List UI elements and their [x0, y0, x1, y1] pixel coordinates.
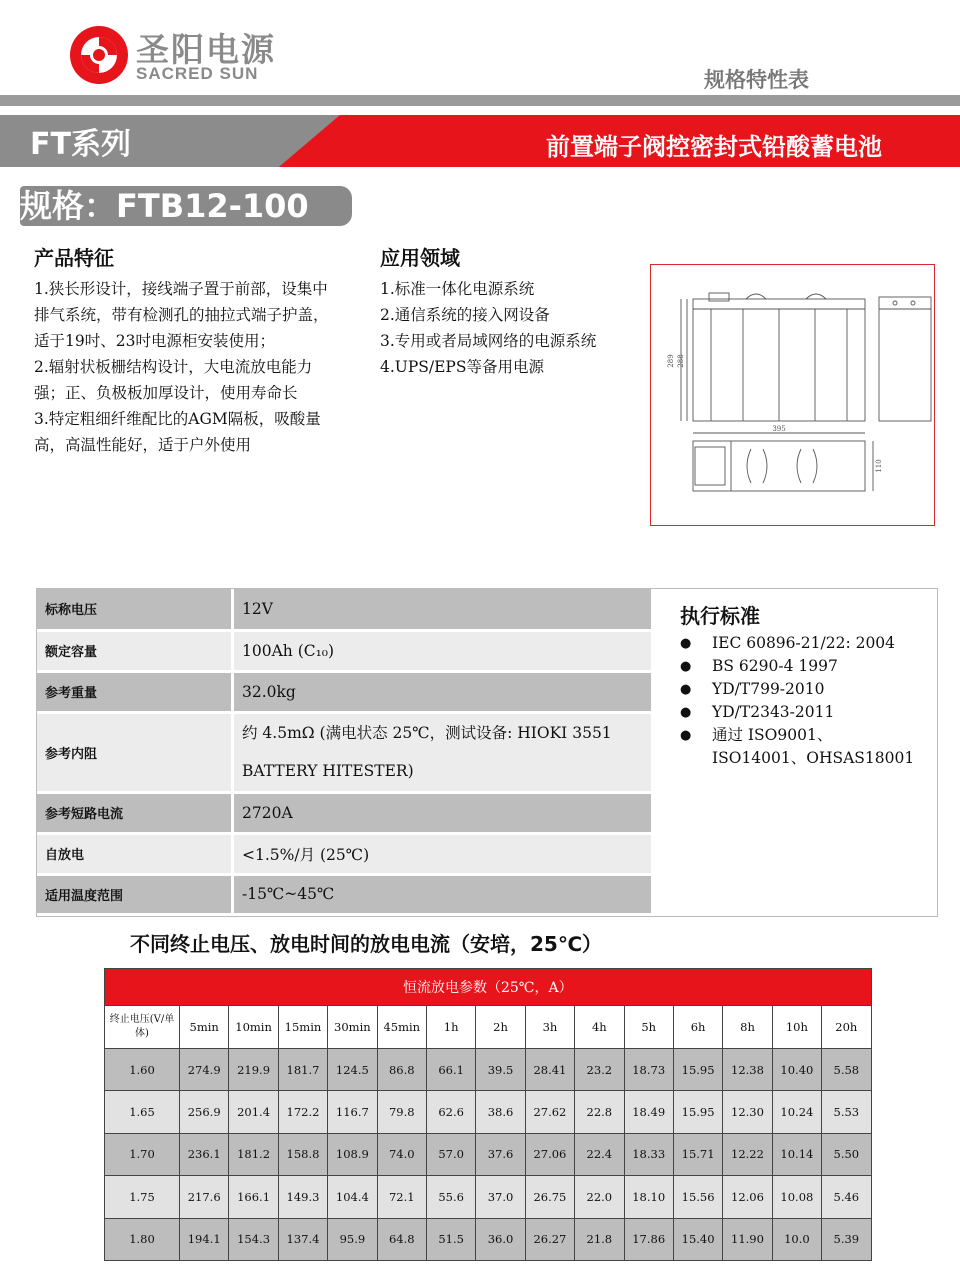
discharge-table — [104, 968, 872, 1261]
current-cell: 23.2 — [575, 1049, 624, 1091]
current-cell: 22.0 — [575, 1176, 624, 1218]
spec-value: -15℃~45℃ — [233, 874, 652, 914]
current-cell: 39.5 — [476, 1049, 525, 1091]
table-row — [105, 1176, 872, 1218]
product-name: 前置端子阀控密封式铅酸蓄电池 — [546, 133, 882, 161]
current-cell: 18.10 — [624, 1176, 673, 1218]
spec-row — [37, 589, 651, 630]
end-voltage-cell: 1.65 — [105, 1091, 180, 1133]
current-cell: 12.38 — [723, 1049, 772, 1091]
spec-row — [37, 712, 651, 792]
current-cell: 15.40 — [673, 1218, 722, 1260]
current-cell: 26.75 — [525, 1176, 574, 1218]
current-cell: 15.95 — [673, 1049, 722, 1091]
current-cell: 57.0 — [426, 1133, 475, 1175]
brand-logo-icon — [68, 24, 130, 86]
applications-list — [380, 276, 630, 380]
column-header: 15min — [278, 1006, 327, 1049]
current-cell: 79.8 — [377, 1091, 426, 1133]
spec-key: 参考内阻 — [37, 712, 233, 792]
current-cell: 181.7 — [278, 1049, 327, 1091]
column-header: 10min — [229, 1006, 278, 1049]
features-heading: 产品特征 — [34, 246, 114, 270]
header-divider — [0, 95, 960, 106]
standard-item: ● BS 6290-4 1997 — [680, 655, 925, 678]
application-item: 3.专用或者局域网络的电源系统 — [380, 332, 597, 350]
current-cell: 194.1 — [180, 1218, 229, 1260]
discharge-title: 不同终止电压、放电时间的放电电流（安培，25℃） — [130, 932, 603, 956]
standards-list — [680, 632, 925, 770]
column-header: 2h — [476, 1006, 525, 1049]
standards-heading: 执行标准 — [680, 604, 760, 628]
current-cell: 108.9 — [328, 1133, 377, 1175]
column-header: 10h — [772, 1006, 821, 1049]
series-title: FT系列 — [30, 127, 131, 162]
feature-item: 2.辐射状板栅结构设计，大电流放电能力强；正、负极板加厚设计，使用寿命长 — [34, 358, 313, 402]
discharge-table-caption: 恒流放电参数（25℃，A） — [105, 969, 872, 1006]
current-cell: 15.71 — [673, 1133, 722, 1175]
spec-row — [37, 874, 651, 914]
current-cell: 137.4 — [278, 1218, 327, 1260]
current-cell: 86.8 — [377, 1049, 426, 1091]
end-voltage-cell: 1.75 — [105, 1176, 180, 1218]
current-cell: 18.49 — [624, 1091, 673, 1133]
current-cell: 12.22 — [723, 1133, 772, 1175]
current-cell: 116.7 — [328, 1091, 377, 1133]
spec-key: 适用温度范围 — [37, 874, 233, 914]
current-cell: 18.33 — [624, 1133, 673, 1175]
standard-item: ● YD/T2343-2011 — [680, 701, 925, 724]
battery-outline-drawing — [651, 265, 934, 525]
current-cell: 37.0 — [476, 1176, 525, 1218]
current-cell: 5.58 — [822, 1049, 871, 1091]
application-item: 4.UPS/EPS等备用电源 — [380, 358, 544, 376]
column-header: 20h — [822, 1006, 871, 1049]
current-cell: 5.39 — [822, 1218, 871, 1260]
spec-key: 标称电压 — [37, 589, 233, 630]
current-cell: 12.06 — [723, 1176, 772, 1218]
current-cell: 10.08 — [772, 1176, 821, 1218]
current-cell: 95.9 — [328, 1218, 377, 1260]
document-title: 规格特性表 — [704, 68, 809, 92]
current-cell: 55.6 — [426, 1176, 475, 1218]
current-cell: 217.6 — [180, 1176, 229, 1218]
current-cell: 201.4 — [229, 1091, 278, 1133]
spec-key: 参考短路电流 — [37, 792, 233, 833]
end-voltage-cell: 1.60 — [105, 1049, 180, 1091]
application-item: 1.标准一体化电源系统 — [380, 280, 535, 298]
current-cell: 256.9 — [180, 1091, 229, 1133]
current-cell: 17.86 — [624, 1218, 673, 1260]
current-cell: 154.3 — [229, 1218, 278, 1260]
spec-row — [37, 833, 651, 874]
current-cell: 124.5 — [328, 1049, 377, 1091]
current-cell: 10.14 — [772, 1133, 821, 1175]
current-cell: 22.4 — [575, 1133, 624, 1175]
current-cell: 28.41 — [525, 1049, 574, 1091]
spec-value: 32.0kg — [233, 671, 652, 712]
column-header: 6h — [673, 1006, 722, 1049]
spec-value: <1.5%/月 (25℃) — [233, 833, 652, 874]
current-cell: 5.46 — [822, 1176, 871, 1218]
current-cell: 5.50 — [822, 1133, 871, 1175]
current-cell: 166.1 — [229, 1176, 278, 1218]
end-voltage-cell: 1.70 — [105, 1133, 180, 1175]
spec-key: 额定容量 — [37, 630, 233, 671]
current-cell: 27.62 — [525, 1091, 574, 1133]
column-header: 5h — [624, 1006, 673, 1049]
current-cell: 149.3 — [278, 1176, 327, 1218]
current-cell: 12.30 — [723, 1091, 772, 1133]
current-cell: 51.5 — [426, 1218, 475, 1260]
spec-value: 约 4.5mΩ (满电状态 25℃，测试设备: HIOKI 3551 BATTERY HITESTER) — [233, 712, 652, 792]
current-cell: 66.1 — [426, 1049, 475, 1091]
spec-row — [37, 630, 651, 671]
spec-table — [37, 589, 651, 916]
current-cell: 274.9 — [180, 1049, 229, 1091]
current-cell: 10.40 — [772, 1049, 821, 1091]
spec-value: 100Ah (C₁₀) — [233, 630, 652, 671]
current-cell: 181.2 — [229, 1133, 278, 1175]
width-dimension-label: 395 — [772, 425, 786, 433]
standard-item: ● YD/T799-2010 — [680, 678, 925, 701]
current-cell: 72.1 — [377, 1176, 426, 1218]
feature-item: 1.狭长形设计，接线端子置于前部，设集中排气系统，带有检测孔的抽拉式端子护盖，适于19吋、23吋电源柜安装使用； — [34, 280, 329, 350]
current-cell: 26.27 — [525, 1218, 574, 1260]
current-cell: 236.1 — [180, 1133, 229, 1175]
current-cell: 219.9 — [229, 1049, 278, 1091]
spec-value: 2720A — [233, 792, 652, 833]
corner-label: 终止电压(V/单体) — [105, 1006, 180, 1049]
table-row — [105, 1049, 872, 1091]
application-item: 2.通信系统的接入网设备 — [380, 306, 550, 324]
depth-dimension-label: 110 — [875, 459, 883, 473]
current-cell: 36.0 — [476, 1218, 525, 1260]
current-cell: 5.53 — [822, 1091, 871, 1133]
end-voltage-cell: 1.80 — [105, 1218, 180, 1260]
spec-value: 12V — [233, 589, 652, 630]
spec-row — [37, 671, 651, 712]
table-row — [105, 1218, 872, 1260]
spec-row — [37, 792, 651, 833]
column-header: 4h — [575, 1006, 624, 1049]
table-row — [105, 1133, 872, 1175]
current-cell: 11.90 — [723, 1218, 772, 1260]
column-header: 3h — [525, 1006, 574, 1049]
current-cell: 15.56 — [673, 1176, 722, 1218]
current-cell: 172.2 — [278, 1091, 327, 1133]
brand-name-en: SACRED SUN — [136, 64, 259, 83]
discharge-table-body — [105, 1049, 872, 1261]
current-cell: 15.95 — [673, 1091, 722, 1133]
current-cell: 64.8 — [377, 1218, 426, 1260]
current-cell: 37.6 — [476, 1133, 525, 1175]
current-cell: 18.73 — [624, 1049, 673, 1091]
spec-key: 参考重量 — [37, 671, 233, 712]
spec-key: 自放电 — [37, 833, 233, 874]
current-cell: 158.8 — [278, 1133, 327, 1175]
current-cell: 21.8 — [575, 1218, 624, 1260]
dimension-drawing — [650, 264, 935, 526]
table-row — [105, 1091, 872, 1133]
standard-item: ● IEC 60896-21/22: 2004 — [680, 632, 925, 655]
current-cell: 38.6 — [476, 1091, 525, 1133]
column-header: 45min — [377, 1006, 426, 1049]
current-cell: 74.0 — [377, 1133, 426, 1175]
model-label: 规格：FTB12-100 — [20, 187, 309, 225]
brand-name-cn: 圣阳电源 — [136, 30, 276, 69]
current-cell: 22.8 — [575, 1091, 624, 1133]
discharge-header-row — [105, 1006, 872, 1049]
current-cell: 62.6 — [426, 1091, 475, 1133]
current-cell: 10.24 — [772, 1091, 821, 1133]
standard-item: ● 通过 ISO9001、ISO14001、OHSAS18001 — [680, 724, 925, 770]
features-list — [34, 276, 342, 458]
column-header: 1h — [426, 1006, 475, 1049]
height-dimension-label: 289 — [667, 354, 675, 368]
feature-item: 3.特定粗细纤维配比的AGM隔板，吸酸量高，高温性能好，适于户外使用 — [34, 410, 321, 454]
current-cell: 27.06 — [525, 1133, 574, 1175]
current-cell: 10.0 — [772, 1218, 821, 1260]
current-cell: 104.4 — [328, 1176, 377, 1218]
column-header: 30min — [328, 1006, 377, 1049]
column-header: 8h — [723, 1006, 772, 1049]
height-dimension-label: 288 — [677, 354, 685, 368]
column-header: 5min — [180, 1006, 229, 1049]
applications-heading: 应用领域 — [380, 246, 460, 270]
